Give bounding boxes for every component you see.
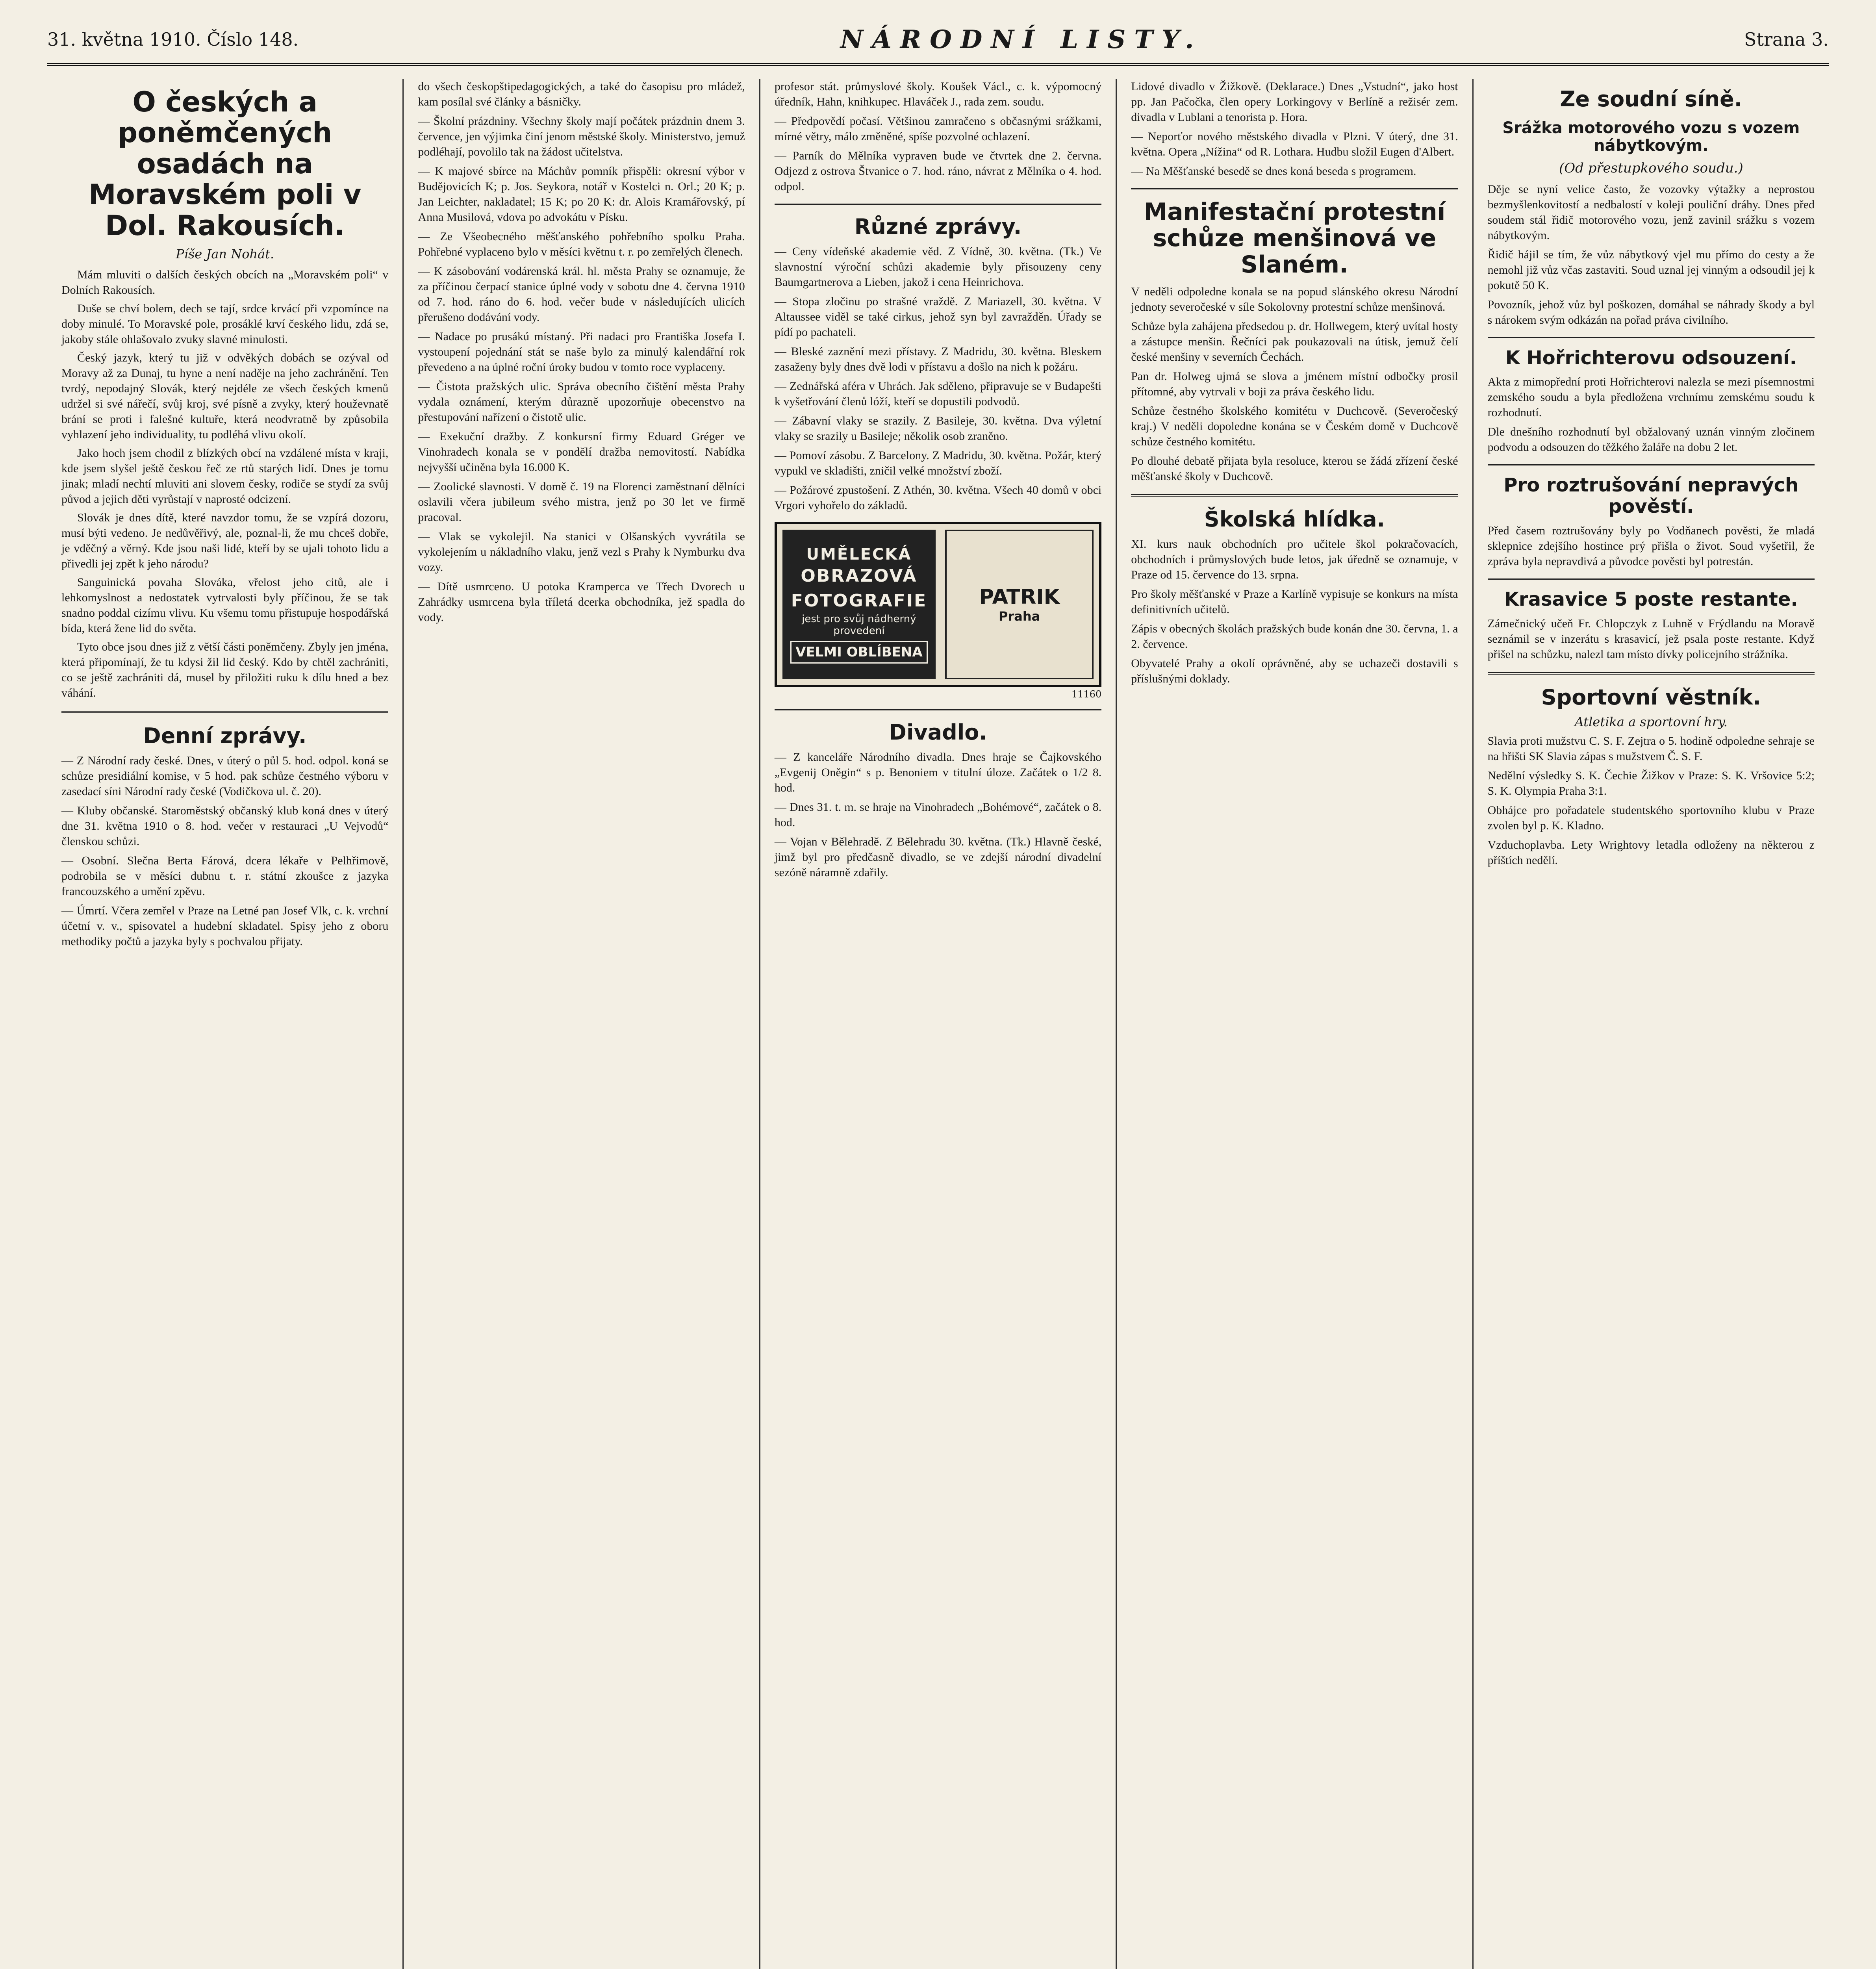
article-paragraph: Jako hoch jsem chodil z blízkých obcí na vzdálené místa v kraji, kde jsem slyšel ještě českou řeč ze rtů starých lidí. Dnes je tomu jinak; mladí nechtí mluviti ani slovem česky, rodiče se stydí za svůj původ a jejich děti vyrůstají v naprosté odcizení. <box>61 446 389 506</box>
page-number: Strana 3. <box>1744 29 1829 50</box>
ad-line: OBRAZOVÁ <box>801 566 918 586</box>
news-item: Vzduchoplavba. Lety Wrightovy letadla odloženy na některou z příštích nedělí. <box>1487 838 1815 867</box>
newspaper-title: NÁRODNÍ LISTY. <box>840 24 1203 54</box>
news-item: Pro školy měšťanské v Praze a Karlíně vypisuje se konkurs na místa definitivních učitelů. <box>1131 587 1458 616</box>
news-item: — Na Měšťanské besedě se dnes koná beseda s programem. <box>1131 165 1416 178</box>
divider <box>1488 672 1815 675</box>
article-paragraph: Pan dr. Holweg ujmá se slova a jménem místní odbočky prosil přítomné, aby vytrvali v boji za práva českého lidu. <box>1131 369 1458 398</box>
article-headline: Srážka motorového vozu s vozem nábytkovým. <box>1502 119 1800 155</box>
news-item: Nedělní výsledky S. K. Čechie Žižkov v Praze: S. K. Vršovice 5:2; S. K. Olympia Praha 3:1. <box>1487 769 1815 797</box>
divider <box>1131 494 1458 497</box>
news-item: do všech českopštipedagogických, a také do časopisu pro mládež, kam posílal své články a básničky. <box>418 80 745 108</box>
news-item: — Osobní. Slečna Berta Fárová, dcera lékaře v Pelhřimově, podrobila se v měsíci dubnu t. r. státní zkoušce z jazyka francouzského a umění zpěvu. <box>61 854 389 898</box>
section-title-divadlo: Divadlo. <box>889 720 987 745</box>
section-title-denni: Denní zprávy. <box>143 723 307 748</box>
news-item: — Dítě usmrceno. U potoka Kramperca ve Třech Dvorech u Zahrádky usmrcena byla tříletá dcerka obchodníka, jež spadla do vody. <box>418 580 745 624</box>
news-item: — Vojan v Bělehradě. Z Bělehradu 30. května. (Tk.) Hlavně české, jimž byl pro předčasně divadlo, se ve zdejší národní divadelní sezóně náramně zdařily. <box>774 835 1102 879</box>
section-title-soud: Ze soudní síně. <box>1560 87 1743 111</box>
news-item: — Zednářská aféra v Uhrách. Jak sděleno, připravuje se v Budapešti k vyšetřování členů lóží, kteří se dopustili podvodů. <box>774 380 1102 408</box>
ad-left-panel <box>782 530 936 679</box>
photo-advertisement <box>775 522 1101 687</box>
news-item: — K majové sbírce na Máchův pomník přispěli: okresní výbor v Budějovicích K; p. Jos. Seykora, notář v Kostelci n. Orl.; 20 K; p. Jan Leichter, nakladatel; 15 K; po 20 K: dr. Alois Kramářovský, pí Anna Musilová, vdova po advokátu v Písku. <box>418 165 745 224</box>
divider <box>1488 464 1815 465</box>
news-item: — Předpovědí počasí. Většinou zamračeno s občasnými srážkami, mírné větry, málo změněné, spíše pozvolné ochlazení. <box>774 115 1102 143</box>
ad-line: VELMI OBLÍBENA <box>790 641 928 664</box>
column-2 <box>404 79 760 1969</box>
news-item: — Zoolické slavnosti. V domě č. 19 na Florenci zaměstnaní dělníci oslavili včera jubileum svého mistra, jenž po 30 let ve firmě pracoval. <box>418 480 745 524</box>
article-paragraph: Děje se nyní velice často, že vozovky výtažky a neprostou bezmyšlenkovitostí a nedbalostí v koleji pouliční dráhy. Dnes před soudem stál řidič motorového vozu, jenž zavinil srážku s vozem nábytkovým. <box>1487 182 1815 242</box>
article-paragraph: Mám mluviti o dalších českých obcích na „Moravském poli“ v Dolních Rakousích. <box>61 268 389 297</box>
news-item: — Úmrtí. Včera zemřel v Praze na Letné pan Josef Vlk, c. k. vrchní účetní v. v., spisovatel a hudební skladatel. Spisy jeho z oboru methodiky počtů a jazyka byly s pochvalou přijaty. <box>61 904 389 948</box>
section-title-sport: Sportovní věstník. <box>1541 684 1761 710</box>
ad-right-panel <box>945 530 1094 679</box>
ad-line: UMĚLECKÁ <box>806 545 912 564</box>
section-title-ruzne: Různé zprávy. <box>854 214 1022 239</box>
article-subheading: (Od přestupkového soudu.) <box>1559 160 1743 176</box>
news-item: — Exekuční dražby. Z konkursní firmy Eduard Gréger ve Vinohradech konala se v pondělí dražba nemovitostí. Nabídka nejvyšší učiněna byla 16.000 K. <box>418 430 745 474</box>
news-item: — Ze Všeobecného měšťanského pohřebního spolku Praha. Pohřebné vyplaceno bylo v měsíci květnu t. r. po zemřelých členech. <box>418 230 745 258</box>
ad-brand: PATRIK <box>979 585 1060 609</box>
divider <box>1131 188 1458 189</box>
news-item: Zápis v obecných školách pražských bude konán dne 30. června, 1. a 2. července. <box>1131 622 1458 651</box>
article-headline: Krasavice 5 poste restante. <box>1504 588 1798 610</box>
article-paragraph: Tyto obce jsou dnes již z větší části poněmčeny. Zbyly jen jména, která připomínají, že tu kdysi žil lid český. Kdo by chtěl zachrániti, co se ještě zachrániti dá, musel by přiložiti ruku k dílu hned a bez váhání. <box>61 640 389 699</box>
article-headline: Manifestační protestní schůze menšinová ve Slaném. <box>1144 198 1446 279</box>
news-item: Obyvatelé Prahy a okolí oprávněné, aby se uchazeči dostavili s příslušnými doklady. <box>1131 656 1458 685</box>
news-item: — Čistota pražských ulic. Správa obecního čištění města Prahy vydala oznámení, kterým důrazně upozorňuje obecenstvo na přestupování nařízení o čistotě ulic. <box>418 380 745 424</box>
column-3 <box>760 79 1117 1969</box>
divider <box>775 204 1101 205</box>
news-item: — Z kanceláře Národního divadla. Dnes hraje se Čajkovského „Evgenij Oněgin“ s p. Benoniem v titulní úloze. Začátek o 1/2 8. hod. <box>774 751 1102 794</box>
news-item: XI. kurs nauk obchodních pro učitele škol pokračovacích, obchodních i průmyslových bude letos, jak úředně se oznamuje, v Praze od 15. července do 13. srpna. <box>1131 537 1458 581</box>
article-paragraph: V neděli odpoledne konala se na popud slánského okresu Národní jednoty severočeské v síle Sokolovny protestní schůze menšinová. <box>1131 285 1458 313</box>
ad-city: Praha <box>999 609 1040 624</box>
news-item: — Pomoví zásobu. Z Barcelony. Z Madridu, 30. května. Požár, který vypukl ve skladišti, zničil velké množství zboží. <box>774 449 1102 477</box>
news-item: — Nadace po prusákú místaný. Při nadaci pro Františka Josefa I. vystoupení pojednání stát se naše bylo za minulý kalendářní rok převedeno a na úplné roční úroky budou v tomto roce vyplaceny. <box>418 330 745 374</box>
news-item: profesor stát. průmyslové školy. Koušek Václ., c. k. výpomocný úředník, Hahn, knihkupec. Hlaváček J., rada zem. soudu. <box>774 80 1102 108</box>
news-item: — Neporťor nového městského divadla v Plzni. V úterý, dne 31. května. Opera „Nížina“ od R. Lothara. Hudbu složil Eugen d'Albert. <box>1131 130 1458 158</box>
section-title-skolska: Školská hlídka. <box>1204 506 1385 532</box>
article-paragraph: Zámečnický učeň Fr. Chlopczyk z Luhně v Frýdlandu na Moravě seznámil se v inzerátu s krasavicí, jež psala poste restante. Když přišel na schůzku, nalezl tam místo dívky policejního strážníka. <box>1487 617 1815 661</box>
divider <box>1488 337 1815 338</box>
news-item: Lidové divadlo v Žižkově. (Deklarace.) Dnes „Vstudní“, jako host pp. Jan Pačočka, člen opery Lorkingovy v Berlíně a režisér zem. divadla v Lublani a tenorista p. Hora. <box>1131 80 1458 124</box>
news-item: Slavia proti mužstvu C. S. F. Zejtra o 5. hodině odpoledne sehraje se na hřišti SK Slavia zápas s mužstvem Č. S. F. <box>1487 734 1815 763</box>
news-item: — Kluby občanské. Staroměstský občanský klub koná dnes v úterý dne 31. května 1910 o 8. hod. večer v restauraci „U Vejvodů“ členskou schůzi. <box>61 804 389 848</box>
article-headline: K Hořrichterovu odsouzení. <box>1505 347 1797 369</box>
article-paragraph: Schůze byla zahájena předsedou p. dr. Hollwegem, který uvítal hosty a zástupce menšin. Řečníci pak poukazovali na útisk, jemuž čelí české menšiny v severních Čechách. <box>1131 319 1458 363</box>
article-paragraph: Řidič hájil se tím, že vůz nábytkový vjel mu přímo do cesty a že nemohl již vůz včas zastaviti. Soud uznal jej vinným a odsoudil jej k pokutě 50 K. <box>1487 248 1815 292</box>
column-4 <box>1117 79 1473 1969</box>
news-item: — K zásobování vodárenská král. hl. města Prahy se oznamuje, že za příčinou čerpací stanice úplné vody v sobotu dne 4. června 1910 od 7. hod. ráno do 6. hod. večer bude v následujících ulicích přerušeno dodávání vody. <box>418 265 745 324</box>
news-item: — Ceny vídeňské akademie věd. Z Vídně, 30. května. (Tk.) Ve slavnostní výroční schůzi akademie byly přisouzeny ceny Baumgartnerova a Lieben, jakož i cena Heinrichova. <box>774 245 1102 289</box>
divider <box>775 709 1101 710</box>
article-paragraph: Povozník, jehož vůz byl poškozen, domáhal se náhrady škody a byl s nárokem svým odkázán na pořad práva civilního. <box>1487 298 1815 326</box>
article-paragraph: Duše se chví bolem, dech se tají, srdce krvácí při vzpomínce na doby minulé. To Moravské pole, prosáklé krví českého lidu, zdá se, jakoby stále ohlašovalo zvuky slavné minulosti. <box>61 302 389 346</box>
article-headline: O českých a poněmčených osadách na Moravském poli v Dol. Rakousích. <box>88 86 361 242</box>
news-item: — Bleské zaznění mezi přístavy. Z Madridu, 30. května. Bleskem zasaženy byly dnes dvě lodi v přístavu a došlo na nich k požáru. <box>774 345 1102 373</box>
ad-line: jest pro svůj nádherný provedení <box>802 613 916 637</box>
article-paragraph: Před časem roztrušovány byly po Vodňanech pověsti, že mladá sklepnice zdejšího hostince prý přišla o život. Soud vyšetřil, že zpráva byla nepravdivá a původce pověsti byl potrestán. <box>1487 524 1815 568</box>
news-item: — Školní prázdniny. Všechny školy mají počátek prázdnin dnem 3. července, jen výjimka činí jenom městské školy. Ministerstvo, jemuž podléhají, povolilo tak na žádost učitelstva. <box>418 115 745 158</box>
article-paragraph: Akta z mimopřední proti Hořrichterovi nalezla se mezi písemnostmi zemského soudu a byla předložena vrchnímu zemskému soudu k rozhodnutí. <box>1487 375 1815 419</box>
article-paragraph: Sanguinická povaha Slováka, vřelost jeho citů, ale i lehkomyslnost a nedostatek vytrvalosti byly příčinou, že se tak snadno poddal cizímu vlivu. Ku všemu tomu přistupuje hospodářská bída, která žene lid do světa. <box>61 575 389 635</box>
column-5 <box>1474 79 1829 1969</box>
article-paragraph: Po dlouhé debatě přijata byla resoluce, kterou se žádá zřízení české měšťanské školy v Duchcově. <box>1131 454 1458 483</box>
article-paragraph: Český jazyk, který tu již v odvěkých dobách se ozýval od Moravy až za Dunaj, tu hyne a není naděje na jeho zachránění. Ten tvrdý, nepodajný Slovák, který nejdéle ze všech českých kmenů udržel si své nářečí, svůj kroj, své písně a zvyky, který houževnatě brání se proti i falešné kultuře, která neodvratně by způsobila vyhlazení jeho individuality, tu podléhá vlivu okolí. <box>61 351 389 441</box>
article-paragraph: Schůze čestného školského komitétu v Duchcově. (Severočeský kraj.) V neděli dopoledne konána se v Českém domě v Duchcově schůze čestného komitétu. <box>1131 404 1458 448</box>
divider <box>61 711 388 713</box>
news-item: — Požárové zpustošení. Z Athén, 30. května. Všech 40 domů v obci Vrgori vyhořelo do základů. <box>774 484 1102 512</box>
article-paragraph: Slovák je dnes dítě, které navzdor tomu, že se vzpírá dozoru, musí býti vedeno. Je nedůvěřivý, ale, poznal-li, že mu chceš dobře, je vděčný a věrný. Kde jsou naši lidé, kteří by se ujali tohoto lidu a přivedli jej zpět k jeho národu? <box>61 511 389 570</box>
news-item: — Dnes 31. t. m. se hraje na Vinohradech „Bohémové“, začátek o 8. hod. <box>774 801 1102 829</box>
columns <box>47 79 1829 1969</box>
news-item: Obhájce pro pořadatele studentského sportovního klubu v Praze zvolen byl p. K. Kladno. <box>1487 803 1815 832</box>
ad-line: FOTOGRAFIE <box>791 591 927 611</box>
news-item: — Z Národní rady české. Dnes, v úterý o půl 5. hod. odpol. koná se schůze presidiální komise, v 5 hod. pak schůze čestného výboru v zasedací síni Národní rady české (Vodičkova ul. č. 20). <box>61 754 389 798</box>
ad-number: 11160 <box>1071 689 1102 700</box>
news-item: — Stopa zločinu po strašné vraždě. Z Mariazell, 30. května. V Altaussee viděl se také cirkus, jehož syn byl zavražděn. Úřady se pídí po pachateli. <box>774 295 1102 339</box>
news-item: — Zábavní vlaky se srazily. Z Basileje, 30. května. Dva výletní vlaky se srazily u Basileje; několik osob zraněno. <box>774 414 1102 443</box>
section-subtitle: Atletika a sportovní hry. <box>1574 714 1728 729</box>
news-item: — Parník do Mělníka vypraven bude ve čtvrtek dne 2. června. Odjezd z ostrova Štvanice o 7. hod. ráno, návrat z Mělníka o 4. hod. odpol. <box>774 149 1102 193</box>
news-item: — Vlak se vykolejil. Na stanici v Olšanských vyvrátila se vykolejením u nákladního vlaku, jenž vezl s Prahy k Nymburku dva vozy. <box>418 530 745 574</box>
article-paragraph: Dle dnešního rozhodnutí byl obžalovaný uznán vinným zločinem podvodu a odsouzen do těžkého žaláře na dobu 2 let. <box>1487 425 1815 454</box>
article-headline: Pro roztrušování nepravých pověstí. <box>1503 474 1799 518</box>
masthead <box>47 16 1829 66</box>
article-byline: Píše Jan Nohát. <box>176 246 274 261</box>
column-1 <box>47 79 404 1969</box>
divider <box>1488 578 1815 580</box>
issue-date: 31. května 1910. Číslo 148. <box>47 29 299 50</box>
